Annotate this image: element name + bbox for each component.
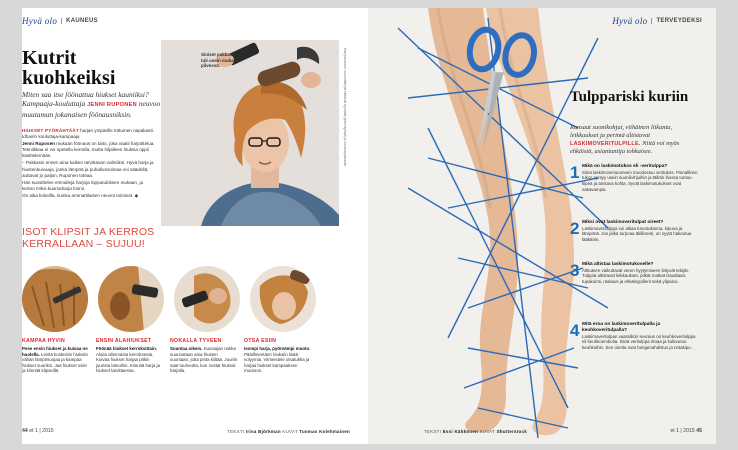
woman-hairdryer-illustration	[161, 40, 339, 226]
article-lede: Runsaat suonikohjut, viihäinen liikunta, leikkaukset ja perimä altistavat LASKIMOVERITULPILLE. Niitä voi myös ehkäistä, asiantuntija tohkaisee.	[570, 124, 680, 155]
section-name: TERVEYDEKSI	[651, 18, 702, 24]
right-credit: TEKSTI Essi Kähkönen KUVAT Shutterstock	[424, 429, 527, 434]
magazine-name: Hyvä olo	[612, 16, 648, 26]
article-title: Kutrit kuohkeiksi	[22, 47, 116, 89]
hair-styling-photo	[161, 40, 339, 226]
qa-item-2: 2 Miksi ovat laskimoveritulpat oireet? Laskimoveritulppa voi alkaa turvotuksena, kipuna ja lämpönä. Jos jalka turpoaa äkillisesti, on syytä hakeutua lääkäriin.	[570, 219, 692, 242]
article-body: HIUKSET PYÖRÄHTÄÄT harjan ympärille tottumen napakasti. Idhairin kouluttaja-kampaaja Jenni Ruposen mukaan föönaus on taito, joka vaatii harjoittelua. Tekniikkaa ei voi opetella kerralla, mutta hiljalleen hiuksia oppii käsittelemään. – Pakkasin ennen aina kaiken tarvittavan valmiiksi. Hyvä harja ja hiustenkuivaaja, jonka lämpöä ja puhallusvoimaa voi säädellä, auttavat jo paljon, Ruponen toteaa. Hän suosittelee erimalleja harjoja lopputuloksen mukaan, ja kertoo miksi kuumaharja toimii. On aika kokeilla, kuinka ammattilaisen neuvot toimivat. ◆	[22, 128, 155, 198]
right-page	[368, 8, 716, 444]
article-lede: Miten saa itse föönattua hiukset kauniiksi? Kampaaja-kouluttaja JENNI RUPONEN neuvoo muutaman jokanaisen föönausniksin.	[22, 90, 161, 119]
step-photo-1	[22, 266, 88, 332]
left-header	[22, 16, 98, 26]
section-name: KAUNEUS	[61, 18, 98, 24]
highlight-term: LASKIMOVERITULPILLE.	[570, 141, 641, 147]
right-folio: et 1 | 2015 45	[670, 428, 702, 434]
right-header	[612, 16, 702, 26]
photo-credit-vertical: Kampauksen suunnittelijat kiittävät hyvästä yhteistyöstä ja kuvauspaikasta	[343, 48, 347, 167]
article-title: Tulppariski kuriin	[570, 89, 689, 105]
step-2: ENSIN ALAHIUKSET Föönää hiukset kerroksittain. Aloita alimmasta kerroksesta. Kuivaa hiukset harjaa pitkin juurista latvoihin. Kiinnitä harja ja hiukset tarvittaessa.	[96, 338, 160, 374]
left-folio: 44 et 1 | 2015	[22, 428, 54, 434]
step-3: NOKALLA TYVEEN Suuntaa oikein. Kuivaajan nokka suunnataan aina hiusten suuntaan, jotta pinta kiiltää. Juuriin saat tuuheutta, kun nostat hiuksia harjalla.	[170, 338, 238, 374]
step-4: OTSA ESIIN Isompi harja, pyöreämpi muoto. Pääillmentäen hiuksiin lisää volyymia. Viimeistele otsatukka ja harjaa hiukset kampauksen muotoon.	[244, 338, 311, 374]
step-1: KAMPAA HYVIN Pese ensin hiukset ja kuivaa ne huolella. Levitä kosteisiin hiuksiin vähän lämpösuojaa ja kampaa hiukset suoriksi. Jaa hiukset osiin ja kiinnitä klipseillä.	[22, 338, 88, 374]
left-credit: TEKSTI Irina Björkman KUVAT Tuomas Kolehmainen	[227, 429, 350, 434]
pull-quote: ISOT KLIPSIT JA KERROS KERRALLAAN – SUJUU!	[22, 226, 155, 250]
magazine-name: Hyvä olo	[22, 16, 58, 26]
step-photo-2	[98, 266, 164, 332]
qa-item-1: 1 Mikä on laskimotukos eli -veritulppa? Siinä laskimoverisuoneen muodostuu veritukos. Pinnallinen tukos syntyy usein suonikohjuihin ja tällöin ihossa tuntuu kipeä ja aristava kohta. Syvät laskimotukokset ovat vakavampia.	[570, 163, 698, 192]
expert-name: JENNI RUPONEN	[87, 102, 137, 108]
qa-item-3: 3 Mikä altistaa laskimotukoselle? Alttiuteen vaikuttavat veren hyytymiseen liittyvät tekijät. Tulppia altistavat leikkaukset, pitkät matkat istualtaan, tupakointi, raskaus ja ehkäisypillerit sekä ylipaino.	[570, 261, 689, 284]
step-photos	[22, 266, 322, 336]
left-page	[22, 8, 368, 444]
step-photo-3	[174, 266, 240, 332]
qa-item-4: 4 Mitä eroa on laskimoveritulpalla ja keuhkoveritulpalla? Laskimoveritulpan vaarallisin seuraus on keuhkoveritulppa eli keuhkoembolia. Siinä veritulppa irtoaa ja kulkeutuu keuhkoihin. Sen oireita ovat hengenahdistus ja rintakipu.	[570, 321, 696, 350]
step-list	[22, 338, 322, 374]
photo-caption: Siniset pakkaukset tuli usein mukaan pilvessä.	[201, 52, 242, 69]
step-photo-4	[250, 266, 316, 332]
